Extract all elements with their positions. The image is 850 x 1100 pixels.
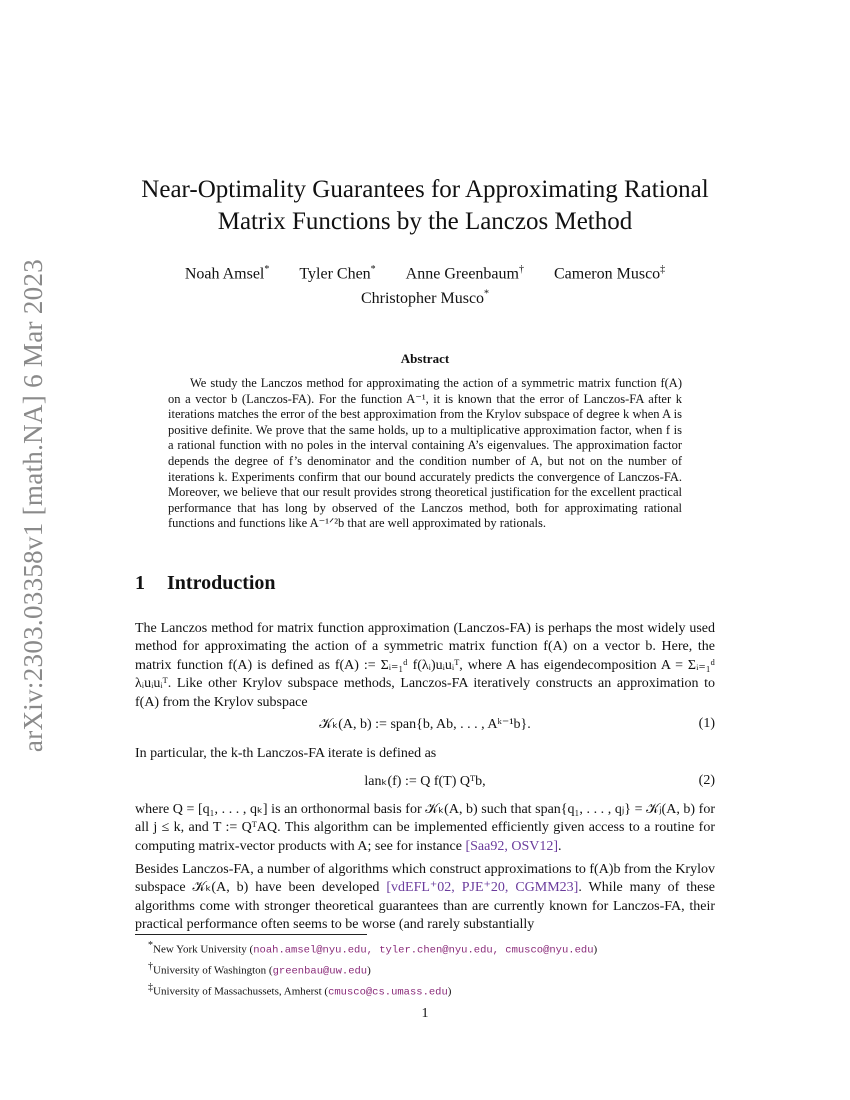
- abstract-body: We study the Lanczos method for approximating the action of a symmetric matrix function f(A) on a vector b (Lanczos-FA). For the function A⁻¹, it is known that the error of Lanczos-FA after k iterations matches the error of the best approximation from the Krylov subspace of degree k when A is positive definite. We prove that the same holds, up to a multiplicative approximation factor, when f is a rational function with no poles in the interval containing A’s eigenvalues. The approximation factor depends the degree of f’s denominator and the condition number of A, but not on the number of iterations k. Experiments confirm that our bound accurately predicts the convergence of Lanczos-FA. Moreover, we believe that our result provides strong theoretical justification for the excellent practical performance that has long by observed of the Lanczos method, both for approximating rational functions and functions like A⁻¹ᐟ²b that are well approximated by rationals.: [168, 376, 682, 531]
- section-title: Introduction: [167, 572, 276, 594]
- author: Cameron Musco‡: [553, 264, 666, 283]
- title-line-1: Near-Optimality Guarantees for Approximating Rational: [141, 176, 709, 203]
- author: Anne Greenbaum†: [405, 264, 524, 283]
- citation-link[interactable]: [Saa92, OSV12]: [465, 838, 559, 854]
- intro-paragraph-3: where Q = [q₁, . . . , qₖ] is an orthonormal basis for 𝒦ₖ(A, b) such that span{q₁, . . . , qⱼ} = 𝒦ⱼ(A, b) for all j ≤ k, and T := QᵀAQ. This algorithm can be implemented efficiently given access to a routine for computing matrix-vector products with A; see for instance [Saa92, OSV12].: [135, 802, 715, 854]
- equation-2-number: (2): [698, 773, 715, 788]
- author: Tyler Chen*: [299, 264, 376, 283]
- intro-paragraph-1: The Lanczos method for matrix function approximation (Lanczos-FA) is perhaps the most widely used method for approximating the action of a symmetric matrix function f(A) on a vector b. Here, the matrix function f(A) is defined as f(A) := Σᵢ₌₁ᵈ f(λᵢ)uᵢuᵢᵀ, where A has eigendecomposition A = Σᵢ₌₁ᵈ λᵢuᵢuᵢᵀ. Like other Krylov subspace methods, Lanczos-FA iteratively constructs an approximation to f(A) from the Krylov subspace: [135, 621, 715, 710]
- equation-1-number: (1): [698, 716, 715, 731]
- intro-paragraph-4: Besides Lanczos-FA, a number of algorithms which construct approximations to f(A)b from the Krylov subspace 𝒦ₖ(A, b) have been developed [vdEFL⁺02, PJE⁺20, CGMM23]. While many of these algorithms come with stronger theoretical guarantees than are currently known for Lanczos-FA, their practical performance often seems to be worse (and rarely substantially: [135, 862, 715, 933]
- email-link[interactable]: greenbau@uw.edu: [272, 965, 368, 978]
- intro-paragraph-2: In particular, the k-th Lanczos-FA iterate is defined as: [135, 746, 437, 761]
- section-number: 1: [135, 572, 145, 594]
- equation-1-body: 𝒦ₖ(A, b) := span{b, Ab, . . . , Aᵏ⁻¹b}.: [319, 717, 531, 732]
- title-line-2: Matrix Functions by the Lanczos Method: [217, 208, 633, 235]
- section-heading: [135, 572, 276, 595]
- page-number: 1: [421, 1006, 429, 1021]
- paper-title: [80, 174, 770, 238]
- author-list: [80, 260, 770, 309]
- abstract-heading: Abstract: [400, 351, 450, 366]
- citation-link[interactable]: [vdEFL⁺02, PJE⁺20, CGMM23]: [386, 880, 579, 896]
- equation-2: [135, 773, 715, 790]
- arxiv-stamp-text: arXiv:2303.03358v1 [math.NA] 6 Mar 2023: [18, 258, 49, 752]
- footnotes: [148, 938, 597, 1001]
- footnote: ‡University of Massachussets, Amherst (cmusco@cs.umass.edu): [148, 982, 452, 999]
- author: Christopher Musco*: [360, 288, 490, 307]
- footnote: †University of Washington (greenbau@uw.edu): [148, 961, 371, 978]
- footnote-rule: [135, 934, 367, 935]
- email-link[interactable]: noah.amsel@nyu.edu, tyler.chen@nyu.edu, cmusco@nyu.edu: [253, 944, 594, 957]
- author: Noah Amsel*: [184, 264, 270, 283]
- equation-2-body: lanₖ(f) := Q f(T) Qᵀb,: [364, 774, 486, 789]
- email-link[interactable]: cmusco@cs.umass.edu: [328, 986, 448, 999]
- footnote: *New York University (noah.amsel@nyu.edu, tyler.chen@nyu.edu, cmusco@nyu.edu): [148, 940, 598, 957]
- equation-1: [135, 716, 715, 733]
